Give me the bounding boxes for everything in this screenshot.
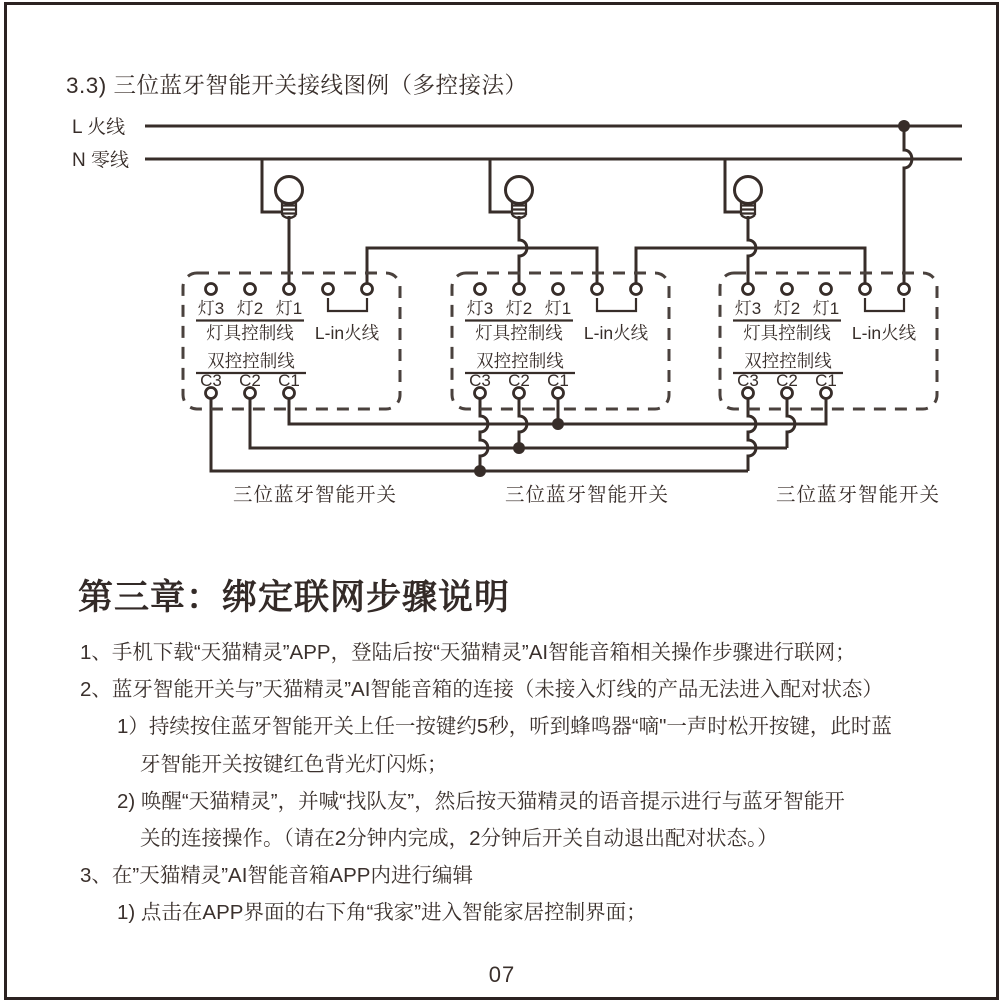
terminal xyxy=(362,284,373,295)
lin-link-2-3 xyxy=(636,248,865,284)
c1-terminal-label: C1 xyxy=(278,371,300,390)
instruction-line: 1、手机下载“天猫精灵”APP，登陆后按“天猫精灵”AI智能音箱相关操作步骤进行联网； xyxy=(80,641,856,664)
switch-caption: 三位蓝牙智能开关 xyxy=(232,484,398,506)
live-in-label: L-in火线 xyxy=(851,323,917,343)
live-feed-wire xyxy=(904,126,912,284)
junction-dot xyxy=(552,418,564,430)
page-number: 07 xyxy=(488,962,516,987)
lamp2-terminal-label: 灯2 xyxy=(236,299,264,318)
instruction-line: 2) 唤醒“天猫精灵”，并喊“找队友”，然后按天猫精灵的语音提示进行与蓝牙智能开 xyxy=(117,789,845,813)
lamp3-terminal-label: 灯3 xyxy=(197,299,225,318)
terminal xyxy=(821,284,832,295)
c2-terminal-label: C2 xyxy=(776,371,798,390)
c2-terminal-label: C2 xyxy=(239,371,261,390)
lin-bracket xyxy=(865,298,904,311)
terminal xyxy=(592,284,603,295)
c3-terminal-label: C3 xyxy=(200,371,222,390)
lamp3-terminal-label: 灯3 xyxy=(734,299,762,318)
live-wire-label: L 火线 xyxy=(72,117,126,138)
switch-caption: 三位蓝牙智能开关 xyxy=(504,484,670,506)
switch-box-1 xyxy=(196,284,380,399)
switch-box-3 xyxy=(733,284,917,399)
terminal xyxy=(323,284,334,295)
neutral-wire-label: N 零线 xyxy=(72,150,130,171)
bulb-wire-3 xyxy=(748,216,756,284)
terminal xyxy=(245,284,256,295)
terminal xyxy=(475,284,486,295)
c1-terminal-label: C1 xyxy=(815,371,837,390)
lamp-group-label: 灯具控制线 xyxy=(743,323,831,343)
terminal xyxy=(631,284,642,295)
lamp2-terminal-label: 灯2 xyxy=(505,299,533,318)
instruction-line: 1) 点击在APP界面的右下角“我家”进入智能家居控制界面； xyxy=(117,901,647,925)
lamp3-terminal-label: 灯3 xyxy=(466,299,494,318)
dual-control-label: 双控控制线 xyxy=(476,351,564,371)
lamp1-terminal-label: 灯1 xyxy=(812,299,840,318)
section-title: 3.3) 三位蓝牙智能开关接线图例（多控接法） xyxy=(66,73,528,98)
terminal xyxy=(782,284,793,295)
terminal xyxy=(553,284,564,295)
lin-link-1-2 xyxy=(367,248,597,284)
dual-control-label: 双控控制线 xyxy=(744,351,832,371)
instructions xyxy=(0,634,1004,932)
switch-box-2 xyxy=(465,284,649,399)
lamp1-terminal-label: 灯1 xyxy=(275,299,303,318)
chapter-heading: 第三章：绑定联网步骤说明 xyxy=(78,578,511,617)
lamp-group-label: 灯具控制线 xyxy=(475,323,563,343)
terminal xyxy=(284,284,295,295)
junction-dot xyxy=(513,442,525,454)
dual-control-label: 双控控制线 xyxy=(207,351,295,371)
lin-bracket xyxy=(597,298,636,311)
c2-terminal-label: C2 xyxy=(508,371,530,390)
terminal xyxy=(743,284,754,295)
instruction-line: 关的连接操作。（请在2分钟内完成，2分钟后开关自动退出配对状态。） xyxy=(140,827,778,851)
live-in-label: L-in火线 xyxy=(314,323,380,343)
bulb-wire-2 xyxy=(519,216,527,284)
terminal xyxy=(899,284,910,295)
c3-terminal-label: C3 xyxy=(469,371,491,390)
lin-bracket xyxy=(328,298,367,311)
instruction-line: 1）持续按住蓝牙智能开关上任一按键约5秒，听到蜂鸣器“嘀"一声时松开按键，此时蓝 xyxy=(117,715,892,739)
terminal xyxy=(514,284,525,295)
live-in-label: L-in火线 xyxy=(583,323,649,343)
instruction-line: 牙智能开关按键红色背光灯闪烁； xyxy=(140,752,448,776)
junction-dot xyxy=(474,465,486,477)
instruction-line: 3、在”天猫精灵”AI智能音箱APP内进行编辑 xyxy=(80,864,473,888)
lamp2-terminal-label: 灯2 xyxy=(773,299,801,318)
terminal xyxy=(860,284,871,295)
lamp1-terminal-label: 灯1 xyxy=(544,299,572,318)
terminal xyxy=(206,284,217,295)
lamp-group-label: 灯具控制线 xyxy=(206,323,294,343)
junction-dot xyxy=(898,120,910,132)
switch-caption: 三位蓝牙智能开关 xyxy=(775,484,941,506)
instruction-line: 2、蓝牙智能开关与”天猫精灵”AI智能音箱的连接（未接入灯线的产品无法进入配对状态） xyxy=(80,678,883,702)
c1-terminal-label: C1 xyxy=(547,371,569,390)
c3-terminal-label: C3 xyxy=(737,371,759,390)
